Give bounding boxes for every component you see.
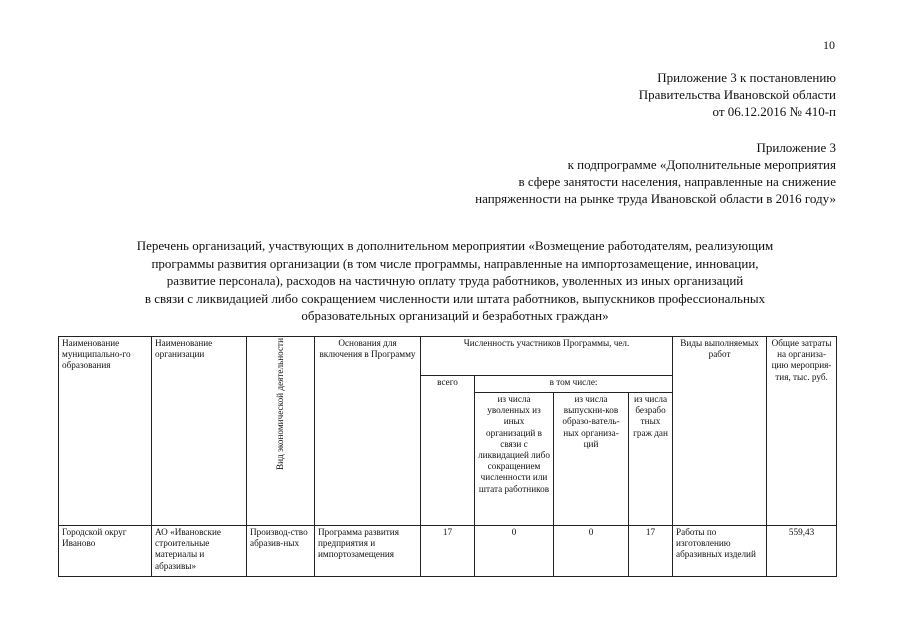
cell-grounds: Программа развития предприятия и импортозамещения <box>315 526 421 577</box>
appendix-subprogram-line: напряженности на рынке труда Ивановской области в 2016 году» <box>475 191 836 206</box>
appendix-subprogram-line: к подпрограмме «Дополнительные мероприятия <box>567 157 836 172</box>
appendix-decree-line: от 06.12.2016 № 410-п <box>712 104 836 119</box>
header-graduates: из числа выпускни-ков образо-ватель-ных организа-ций <box>554 393 629 526</box>
document-title-line: Перечень организаций, участвующих в дополнительном мероприятии «Возмещение работодателям, реализующим <box>136 238 774 253</box>
cell-work-types: Работы по изготовлению абразивных изделий <box>673 526 767 577</box>
page-number: 10 <box>823 38 835 52</box>
header-unemployed: из числа безрабо тных граж дан <box>629 393 673 526</box>
appendix-decree-line: Приложение 3 к постановлению <box>657 70 836 85</box>
header-organization: Наименование организации <box>152 337 247 526</box>
document-title-line: в связи с ликвидацией либо сокращением численности или штата работников, выпускников профессиональных <box>144 290 766 306</box>
cell-municipality: Городской округ Иваново <box>59 526 152 577</box>
cell-total-costs: 559,43 <box>767 526 837 577</box>
document-title <box>60 237 850 325</box>
document-title-line: развитие персонала), расходов на частичную оплату труда работников, уволенных из иных организаций <box>166 273 744 289</box>
header-total: всего <box>421 376 475 526</box>
appendix-decree-header <box>639 69 836 120</box>
header-grounds: Основания для включения в Программу <box>315 337 421 526</box>
header-activity-type-label: Вид экономической деятельности <box>275 338 285 471</box>
header-total-costs: Общие затраты на организа-цию мероприя-тия, тыс. руб. <box>767 337 837 526</box>
cell-graduates: 0 <box>554 526 629 577</box>
appendix-subprogram-line: в сфере занятости населения, направленные на снижение <box>518 174 836 189</box>
header-activity-type <box>247 337 315 526</box>
header-municipality: Наименование муниципально-го образования <box>59 337 152 526</box>
table-row <box>59 526 837 577</box>
cell-organization: АО «Ивановские строительные материалы и абразивы» <box>152 526 247 577</box>
appendix-subprogram-header <box>475 139 836 207</box>
cell-total: 17 <box>421 526 475 577</box>
table-header-row <box>59 337 837 376</box>
header-including: в том числе: <box>475 376 673 393</box>
organizations-table <box>58 336 837 577</box>
appendix-decree-line: Правительства Ивановской области <box>638 87 836 102</box>
cell-unemployed: 17 <box>629 526 673 577</box>
document-title-line: программы развития организации (в том числе программы, направленные на импортозамещение, инновации, <box>151 255 759 271</box>
cell-dismissed: 0 <box>475 526 554 577</box>
header-work-types: Виды выполняемых работ <box>673 337 767 526</box>
cell-activity-type: Производ-ство абразив-ных <box>247 526 315 577</box>
header-dismissed: из числа уволенных из иных организаций в связи с ликвидацией либо сокращением численности или штата работников <box>475 393 554 526</box>
header-participants: Численность участников Программы, чел. <box>421 337 673 376</box>
appendix-subprogram-line: Приложение 3 <box>756 140 836 155</box>
document-title-line: образовательных организаций и безработных граждан» <box>301 308 609 324</box>
